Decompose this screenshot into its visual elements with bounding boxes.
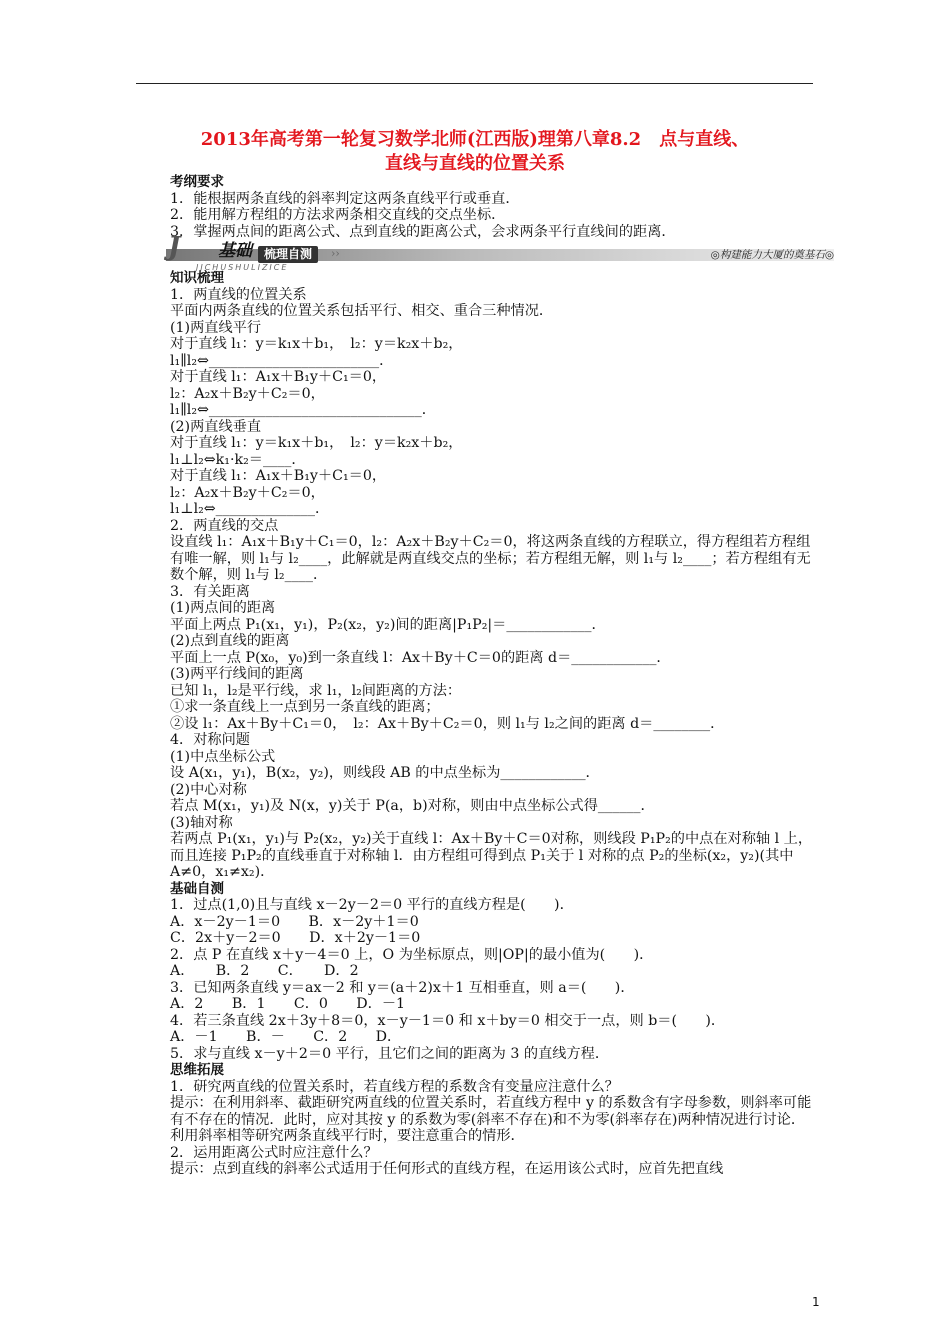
- text-line: 对于直线 l₁：y＝k₁x＋b₁， l₂：y＝k₂x＋b₂，: [170, 336, 463, 352]
- text-line: (2)两直线垂直: [170, 418, 262, 435]
- section-heading: 基础自测: [170, 880, 224, 897]
- text-line: 2．两直线的交点: [170, 517, 279, 534]
- text-line: 1．两直线的位置关系: [170, 286, 307, 303]
- text-line: 2．运用距离公式时应注意什么？: [170, 1144, 378, 1161]
- text-line: (1)两点间的距离: [170, 600, 276, 616]
- text-line: C．2x＋y－2＝0 D．x＋2y－1＝0: [170, 930, 421, 946]
- text-line: (2)点到直线的距离: [170, 633, 290, 649]
- text-line: (3)两平行线间的距离: [170, 666, 304, 682]
- text-line: A．2 B．1 C．0 D．－1: [170, 996, 406, 1012]
- text-line: l₂：A₂x＋B₂y＋C₂＝0，: [170, 484, 325, 501]
- text-line: 4．若三条直线 2x＋3y＋8＝0，x－y－1＝0 和 x＋by＝0 相交于一点，则 b＝( )．: [170, 1012, 726, 1029]
- text-line: 3．有关距离: [170, 583, 250, 600]
- banner-arrows-icon: ››: [331, 247, 340, 260]
- text-line: 平面内两条直线的位置关系包括平行、相交、重合三种情况．: [170, 303, 554, 319]
- banner-motto: ◎构建能力大厦的奠基石◎: [710, 249, 834, 261]
- text-line: 对于直线 l₁：A₁x＋B₁y＋C₁＝0，: [170, 369, 387, 385]
- text-line: 3．掌握两点间的距离公式、点到直线的距离公式，会求两条平行直线间的距离．: [170, 223, 676, 240]
- text-line: (1)两直线平行: [170, 319, 262, 336]
- text-line: 1．研究两直线的位置关系时，若直线方程的系数含有变量应注意什么？: [170, 1078, 619, 1095]
- text-line: 设直线 l₁：A₁x＋B₁y＋C₁＝0，l₂：A₂x＋B₂y＋C₂＝0，将这两条直线的方程联立，得方程组若方程组有唯一解，则 l₁与 l₂____，此解就是两直线交点的坐标；若方程组无解，则 l₁与 l₂____；若方程组有无数个解，则 l₁与 l₂____．: [170, 534, 811, 583]
- text-line: (3)轴对称: [170, 814, 233, 831]
- text-line: 对于直线 l₁：y＝k₁x＋b₁， l₂：y＝k₂x＋b₂，: [170, 435, 463, 451]
- text-line: 若两点 P₁(x₁，y₁)与 P₂(x₂，y₂)关于直线 l：Ax＋By＋C＝0对称，则线段 P₁P₂的中点在对称轴 l 上，而且连接 P₁P₂的直线垂直于对称轴 l．由方程组可得到点 P₁关于 l 对称的点 P₂的坐标(x₂，y₂)(其中 A≠0，x₁≠x₂)．: [170, 831, 813, 880]
- top-rule: [136, 83, 813, 84]
- document-body: [168, 174, 834, 1178]
- text-line: 设 A(x₁，y₁)，B(x₂，y₂)，则线段 AB 的中点坐标为____________．: [170, 765, 600, 781]
- text-line: 5．求与直线 x－y＋2＝0 平行，且它们之间的距离为 3 的直线方程．: [170, 1045, 610, 1062]
- text-line: (1)中点坐标公式: [170, 748, 276, 765]
- text-line: 1．能根据两条直线的斜率判定这两条直线平行或垂直．: [170, 190, 520, 207]
- text-line: ①求一条直线上一点到另一条直线的距离；: [170, 699, 440, 715]
- title-line-1: 2013年高考第一轮复习数学北师(江西版)理第八章8.2 点与直线、: [200, 129, 750, 150]
- section-heading: 考纲要求: [170, 174, 224, 190]
- text-line: 若点 M(x₁，y₁)及 N(x，y)关于 P(a，b)对称，则由中点坐标公式得______．: [170, 798, 655, 814]
- text-line: 平面上两点 P₁(x₁，y₁)，P₂(x₂，y₂)间的距离|P₁P₂|＝____________．: [170, 616, 606, 633]
- text-line: l₁⊥l₂⇔______________．: [170, 501, 330, 517]
- text-line: 4．对称问题: [170, 732, 250, 748]
- banner-j-logo: J: [168, 232, 181, 262]
- text-line: 提示：在利用斜率、截距研究两直线的位置关系时，若直线方程中 y 的系数含有字母参数，则斜率可能有不存在的情况．此时，应对其按 y 的系数为零(斜率不存在)和不为零(斜率存在)两种情况进行讨论．利用斜率相等研究两条直线平行时，要注意重合的情形．: [170, 1095, 812, 1144]
- section-banner: [166, 232, 838, 272]
- document-title: [120, 128, 830, 176]
- section-heading: 思维拓展: [170, 1062, 224, 1078]
- text-line: A． B．2 C． D．2: [170, 963, 359, 979]
- text-line: l₁∥l₂⇔______________________________．: [170, 402, 436, 418]
- section-heading: 知识梳理: [170, 270, 224, 286]
- text-line: 平面上一点 P(x₀，y₀)到一条直线 l：Ax＋By＋C＝0的距离 d＝____________．: [170, 649, 671, 666]
- text-line: A．x－2y－1＝0 B．x－2y＋1＝0: [170, 913, 419, 930]
- text-line: A．－1 B．－ C．2 D．: [170, 1029, 402, 1045]
- text-line: 对于直线 l₁：A₁x＋B₁y＋C₁＝0，: [170, 468, 387, 484]
- page-number: 1: [812, 1295, 820, 1309]
- text-line: 3．已知两条直线 y＝ax－2 和 y＝(a＋2)x＋1 互相垂直，则 a＝( )．: [170, 979, 635, 996]
- text-line: 2．能用解方程组的方法求两条相交直线的交点坐标．: [170, 207, 506, 223]
- text-line: 1．过点(1,0)且与直线 x－2y－2＝0 平行的直线方程是( )．: [170, 897, 574, 913]
- banner-tag: 梳理自测: [258, 246, 318, 263]
- text-line: (2)中心对称: [170, 781, 247, 798]
- text-line: 2．点 P 在直线 x＋y－4＝0 上，O 为坐标原点，则|OP|的最小值为( )．: [170, 946, 654, 963]
- text-line: l₁⊥l₂⇔k₁·k₂＝____．: [170, 451, 306, 468]
- text-line: l₂：A₂x＋B₂y＋C₂＝0，: [170, 385, 325, 402]
- text-line: ②设 l₁：Ax＋By＋C₁＝0， l₂：Ax＋By＋C₂＝0，则 l₁与 l₂之间的距离 d＝________．: [170, 715, 725, 732]
- title-line-2: 直线与直线的位置关系: [385, 153, 565, 174]
- banner-subtitle: JICHUSHULIZICE: [196, 263, 289, 272]
- text-line: 提示：点到直线的斜率公式适用于任何形式的直线方程，在运用该公式时，应首先把直线: [170, 1161, 724, 1177]
- text-line: l₁∥l₂⇔________________________．: [170, 352, 394, 369]
- text-line: 已知 l₁，l₂是平行线，求 l₁，l₂间距离的方法：: [170, 682, 462, 699]
- banner-title: 基础: [218, 241, 252, 261]
